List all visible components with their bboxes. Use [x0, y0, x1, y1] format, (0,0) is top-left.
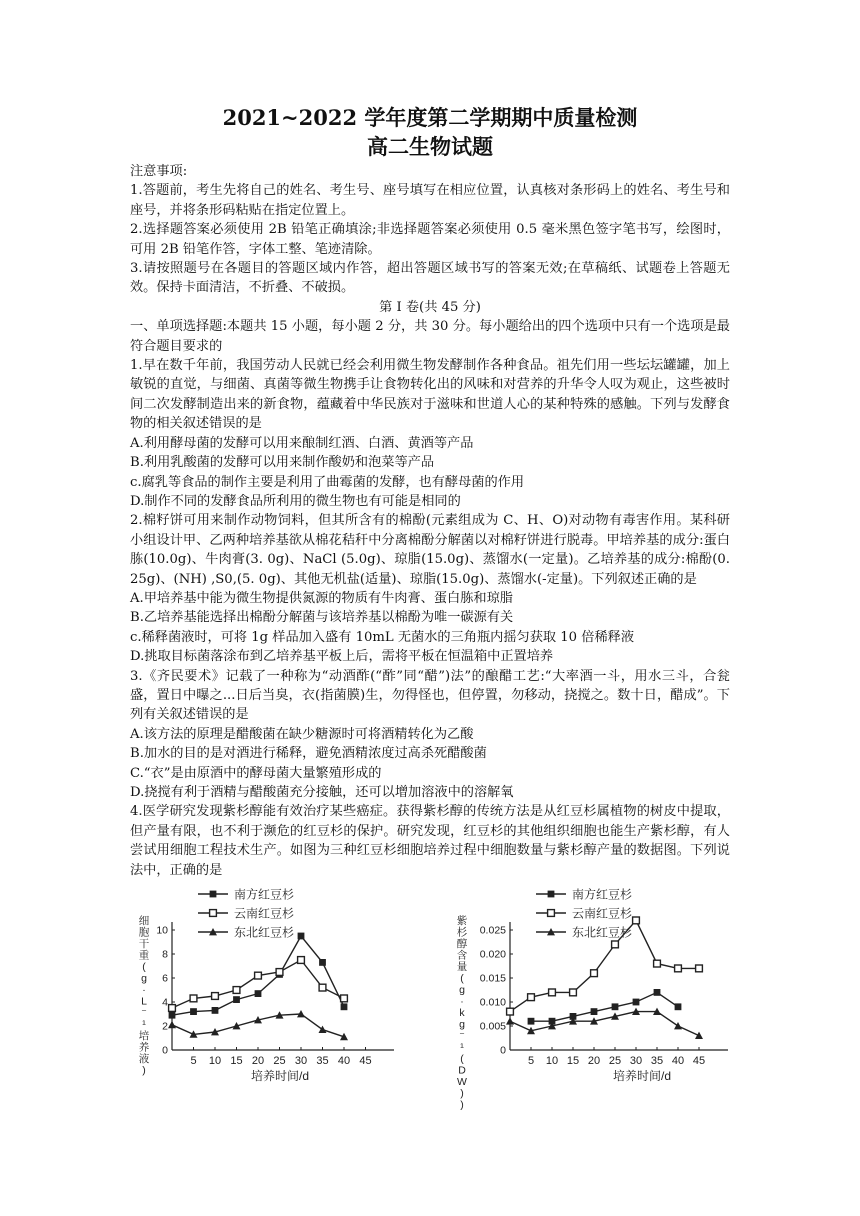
question-option: A.该方法的原理是醋酸菌在缺少糖源时可将酒精转化为乙酸	[130, 726, 474, 742]
data-point	[591, 1008, 598, 1015]
y-tick-label: 0.020	[479, 948, 506, 961]
x-tick-label: 15	[230, 1055, 243, 1068]
exam-title: 2021~2022 学年度第二学期期中质量检测	[222, 105, 638, 130]
data-point	[696, 965, 703, 972]
x-tick-label: 45	[692, 1055, 706, 1068]
data-point	[612, 941, 619, 948]
data-point	[298, 933, 305, 940]
legend-marker	[548, 891, 555, 898]
section-instruction: 一、单项选择题:本题共 15 小题，每小题 2 分，共 30 分。每小题给出的四个选项中只有一个选项是最符合题目要求的	[130, 319, 730, 354]
chart-taxol-content	[446, 884, 736, 1112]
x-tick-label: 10	[208, 1055, 222, 1068]
y-axis-label-char: 胞	[138, 926, 150, 939]
data-point	[675, 1003, 682, 1010]
y-tick-label: 10	[156, 924, 168, 937]
x-axis-label: 培养时间/d	[250, 1069, 310, 1084]
question-stem: 3.《齐民要术》记载了一种称为“动酒酢(“酢”同“醋”)法”的酿醋工艺:“大率酒一斗，用水三斗，合瓮盛，置日中曝之...日后当臭，衣(指菌膜)生，勿得怪也，但停置，勿移动，挠搅之。数十日，醋成”。下列有关叙述错误的是	[130, 668, 730, 723]
y-tick-label: 6	[162, 972, 168, 985]
data-point	[190, 995, 197, 1002]
y-axis-label-char: (	[142, 961, 146, 974]
question-stem: 2.棉籽饼可用来制作动物饲料，但其所含有的棉酚(元素组成为 C、H、O)对动物有毒害作用。某科研小组设计甲、乙两种培养基欲从棉花秸秆中分离棉酚分解菌以对棉籽饼进行脱毒。甲培养基的成分:蛋白胨(10.0g)、牛肉膏(3. 0g)、NaCl (5.0g)、琼脂(15.0g)、蒸馏水(一定量)。乙培养基的成分:棉酚(0. 25g)、(NH) ,S0,(5. 0g)、其他无机盐(适量)、琼脂(15.0g)、蒸馏水(-定量)。下列叙述正确的是	[130, 513, 730, 587]
y-axis-label-char: 杉	[456, 926, 468, 939]
y-axis-label-char: g	[459, 984, 465, 997]
x-axis-label: 培养时间/d	[612, 1069, 672, 1084]
data-point	[633, 917, 640, 924]
data-point	[507, 1008, 514, 1015]
y-axis-label-char: W	[457, 1076, 467, 1089]
y-axis-label-char: L	[141, 995, 147, 1008]
y-axis-label-char: (	[460, 1053, 464, 1066]
exam-page	[130, 104, 730, 1112]
y-axis-label-char: 紫	[456, 915, 468, 928]
question-option: D.制作不同的发酵食品所利用的微生物也有可能是相同的	[130, 493, 461, 509]
question-stem: 4.医学研究发现紫杉醇能有效治疗某些癌症。获得紫杉醇的传统方法是从红豆杉属植物的树皮中提取，但产量有限，也不利于濒危的红豆杉的保护。研究发现，红豆杉的其他组织细胞也能生产紫杉醇，有人尝试用细胞工程技术生产。如图为三种红豆杉细胞培养过程中细胞数量与紫杉醇产量的数据图。下列说法中，正确的是	[130, 804, 730, 878]
data-point	[190, 1008, 197, 1015]
data-point	[276, 969, 283, 976]
legend-label: 南方红豆杉	[234, 887, 295, 902]
y-axis-label-char: 量	[456, 961, 468, 974]
data-point	[298, 957, 305, 964]
y-axis-label-char: 含	[456, 949, 468, 962]
figure-charts	[130, 884, 730, 1112]
x-tick-label: 30	[294, 1055, 308, 1068]
legend-label: 云南红豆杉	[234, 906, 295, 921]
series-line	[172, 960, 344, 1008]
data-point	[695, 1032, 703, 1039]
question-option: D.挑取目标菌落涂布到乙培养基平板上后，需将平板在恒温箱中正置培养	[130, 649, 554, 665]
x-tick-label: 5	[190, 1055, 197, 1068]
x-tick-label: 30	[629, 1055, 643, 1068]
question-option: B.加水的目的是对酒进行稀释，避免酒精浓度过高杀死醋酸菌	[130, 746, 487, 762]
y-axis-label-char: (	[460, 972, 464, 985]
data-point	[654, 960, 661, 967]
y-tick-label: 8	[162, 948, 168, 961]
y-axis-label-char: 养	[138, 1041, 150, 1054]
question-option: D.挠搅有利于酒精与醋酸菌充分接触，还可以增加溶液中的溶解氧	[130, 785, 514, 800]
legend-label: 南方红豆杉	[572, 887, 633, 902]
y-axis-label-char: 液	[138, 1053, 150, 1066]
x-tick-label: 5	[527, 1055, 535, 1068]
series-line	[510, 1012, 699, 1036]
data-point	[341, 995, 348, 1002]
notice-item: 1.答题前，考生先将自己的姓名、考生号、座号填写在相应位置，认真核对条形码上的姓名、考生号和座号，并将条形码粘贴在指定位置上。	[130, 183, 730, 218]
legend-label: 云南红豆杉	[572, 906, 633, 921]
data-point	[168, 1021, 176, 1028]
data-point	[169, 1012, 176, 1019]
data-point	[570, 989, 577, 996]
y-axis-label-char: ⁻	[141, 1007, 147, 1020]
data-point	[528, 1018, 535, 1025]
y-tick-label: 0	[162, 1044, 168, 1057]
y-tick-label: 0.010	[479, 996, 506, 1009]
y-tick-label: 0	[500, 1044, 506, 1057]
x-tick-label: 35	[650, 1055, 664, 1068]
notice-heading: 注意事项:	[130, 164, 188, 179]
data-point	[506, 1017, 514, 1024]
y-axis-label-char: k	[459, 1007, 465, 1020]
question-option: A.利用酵母菌的发酵可以用来酿制红酒、白酒、黄酒等产品	[130, 435, 474, 451]
data-point	[341, 1003, 348, 1010]
data-point	[612, 1003, 619, 1010]
x-tick-label: 20	[251, 1055, 265, 1068]
data-point	[675, 965, 682, 972]
y-axis-label-char: D	[458, 1064, 466, 1077]
y-tick-label: 4	[162, 996, 168, 1009]
legend-marker	[210, 910, 217, 917]
x-tick-label: 35	[316, 1055, 329, 1068]
data-point	[654, 989, 661, 996]
y-axis-label-char: g	[459, 1018, 465, 1031]
data-point	[319, 984, 326, 991]
data-point	[255, 990, 262, 997]
x-tick-label: 10	[545, 1055, 559, 1068]
y-axis-label-char: ¹	[460, 1041, 464, 1054]
data-point	[549, 989, 556, 996]
question-option: c.腐乳等食品的制作主要是利用了曲霉菌的发酵，也有酵母菌的作用	[130, 474, 525, 490]
y-axis-label-char: ⁻	[459, 1030, 465, 1043]
y-axis-label-char: 重	[138, 949, 150, 962]
question-option: B.利用乳酸菌的发酵可以用来制作酸奶和泡菜等产品	[130, 455, 435, 471]
y-axis-label-char: )	[460, 1087, 464, 1100]
x-tick-label: 15	[566, 1055, 580, 1068]
data-point	[233, 996, 240, 1003]
question-option: B.乙培养基能选择出棉酚分解菌与该培养基以棉酚为唯一碳源有关	[130, 610, 514, 626]
y-axis-label-char: 醇	[456, 938, 468, 951]
x-tick-label: 40	[671, 1055, 685, 1068]
data-point	[674, 1022, 682, 1029]
legend-label: 东北红豆杉	[234, 925, 295, 940]
question-stem: 1.早在数千年前，我国劳动人民就已经会利用微生物发酵制作各种食品。祖先们用一些坛坛罐罐，加上敏锐的直觉，与细菌、真菌等微生物携手让食物转化出的风味和对营养的升华令人叹为观止，这些被时间二次发酵制造出来的新食物，蕴藏着中华民族对于滋味和世道人心的某种特殊的感触。下列与发酵食物的相关叙述错误的是	[130, 358, 730, 432]
data-point	[212, 993, 219, 1000]
y-tick-label: 2	[162, 1020, 168, 1033]
exam-subject-title: 高二生物试题	[367, 134, 493, 159]
y-tick-label: 0.025	[479, 924, 506, 937]
x-tick-label: 25	[273, 1055, 286, 1068]
data-point	[319, 959, 326, 966]
data-point	[528, 994, 535, 1001]
y-axis-label-char: 细	[138, 915, 150, 928]
y-axis-label-char: ·	[142, 984, 146, 997]
legend-marker	[548, 910, 555, 917]
y-axis-label-char: ¹	[142, 1018, 146, 1031]
question-option: A.甲培养基中能为微生物提供氮源的物质有牛肉膏、蛋白胨和琼脂	[130, 590, 513, 606]
data-point	[591, 970, 598, 977]
y-axis-label-char: )	[142, 1064, 146, 1077]
notice-item: 2.选择题答案必须使用 2B 铅笔正确填涂;非选择题答案必须使用 0.5 毫米黑色签字笔书写，绘图时，可用 2B 铅笔作答，字体工整、笔迹清除。	[130, 222, 730, 257]
legend-label: 东北红豆杉	[572, 925, 633, 940]
question-option: c.稀释菌液时，可将 1g 样品加入盛有 10mL 无菌水的三角瓶内摇匀获取 10 倍稀释液	[130, 629, 635, 645]
y-axis-label-char: 培	[138, 1030, 150, 1043]
question-option: C.“衣”是由原酒中的酵母菌大量繁殖形成的	[130, 765, 382, 781]
x-tick-label: 45	[359, 1055, 372, 1068]
y-tick-label: 0.005	[479, 1020, 506, 1033]
data-point	[169, 1005, 176, 1012]
data-point	[255, 972, 262, 979]
chart-cell-dry-weight	[130, 884, 400, 1082]
legend-marker	[210, 891, 217, 898]
data-point	[233, 987, 240, 994]
y-axis-label-char: )	[460, 1099, 464, 1112]
x-tick-label: 25	[608, 1055, 622, 1068]
data-point	[633, 999, 640, 1006]
y-tick-label: 0.015	[479, 972, 506, 985]
y-axis-label-char: ·	[460, 995, 464, 1008]
data-point	[212, 1007, 219, 1014]
x-tick-label: 40	[337, 1055, 351, 1068]
x-tick-label: 20	[587, 1055, 601, 1068]
section-title: 第 I 卷(共 45 分)	[379, 299, 481, 315]
y-axis-label-char: 干	[138, 938, 150, 951]
series-line	[531, 992, 678, 1021]
y-axis-label-char: g	[141, 972, 147, 985]
notice-item: 3.请按照题号在各题目的答题区域内作答，超出答题区域书写的答案无效;在草稿纸、试题卷上答题无效。保持卡面清洁，不折叠、不破损。	[130, 261, 730, 296]
